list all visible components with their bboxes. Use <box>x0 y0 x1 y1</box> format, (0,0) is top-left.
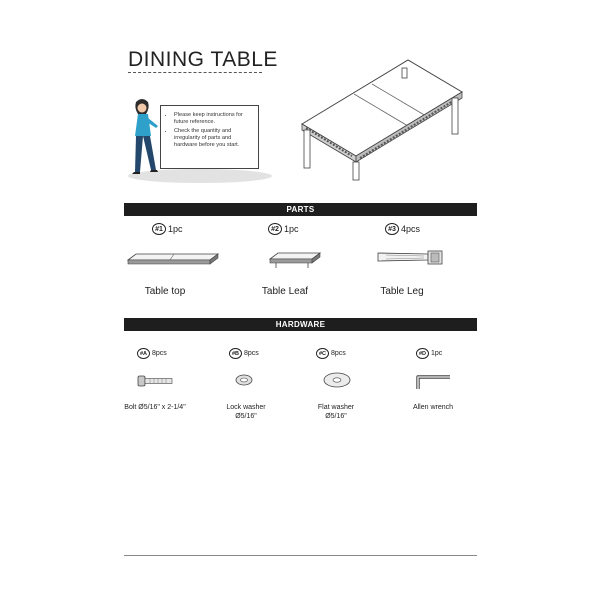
hardware-label-line: Ø5/16" <box>235 413 257 420</box>
table-top-icon <box>126 252 220 272</box>
hardware-label-line: Ø5/16" <box>325 413 347 420</box>
part-code-1 <box>152 223 183 235</box>
hardware-label-line: Lock washer <box>226 404 266 411</box>
parts-header-bar: PARTS <box>124 203 477 216</box>
part-code-badge: #3 <box>385 223 399 235</box>
hardware-label-lock-washer <box>196 403 296 421</box>
part-label-table-leaf: Table Leaf <box>261 286 309 297</box>
footer-divider <box>124 555 477 556</box>
hardware-code-badge: #A <box>137 348 150 359</box>
instruction-note-box <box>160 105 259 169</box>
note-item: • Check the quantity and irregularity of parts and hardware before you start. <box>174 128 254 149</box>
note-item: • Please keep instructions for future reference. <box>174 112 254 126</box>
bolt-icon <box>136 374 174 388</box>
page-title: DINING TABLE <box>128 48 278 71</box>
part-code-3 <box>385 223 420 235</box>
flat-washer-icon <box>322 370 352 390</box>
hardware-label-bolt <box>105 403 205 412</box>
hardware-code-badge: #C <box>316 348 329 359</box>
table-leg-icon <box>376 248 446 268</box>
hardware-label-flat-washer <box>286 403 386 421</box>
hardware-qty: 8pcs <box>331 350 346 357</box>
part-qty: 4pcs <box>401 224 421 234</box>
hardware-qty: 8pcs <box>152 350 167 357</box>
hardware-qty: 1pc <box>431 350 443 357</box>
hardware-code-badge: #B <box>229 348 242 359</box>
hardware-label-allen-wrench: Allen wrench <box>412 404 454 411</box>
dining-table-illustration <box>298 58 468 183</box>
hardware-code-a <box>137 348 167 359</box>
hardware-qty: 8pcs <box>244 350 259 357</box>
lock-washer-icon <box>234 372 254 388</box>
hardware-code-c <box>316 348 346 359</box>
hardware-code-badge: #D <box>416 348 429 359</box>
title-underline <box>128 72 262 73</box>
part-code-2 <box>268 223 299 235</box>
part-code-badge: #2 <box>268 223 282 235</box>
part-label-table-leg: Table Leg <box>380 286 424 297</box>
part-qty: 1pc <box>284 224 299 234</box>
hardware-label-line: Bolt Ø5/16" x 2-1/4" <box>124 404 186 411</box>
table-leaf-icon <box>266 251 322 271</box>
hardware-header-bar: HARDWARE <box>124 318 477 331</box>
hardware-code-b <box>229 348 259 359</box>
part-label-table-top: Table top <box>144 286 186 297</box>
part-qty: 1pc <box>168 224 183 234</box>
part-code-badge: #1 <box>152 223 166 235</box>
hardware-code-d <box>416 348 442 359</box>
hardware-label-line: Flat washer <box>317 404 355 411</box>
allen-wrench-icon <box>414 372 454 392</box>
